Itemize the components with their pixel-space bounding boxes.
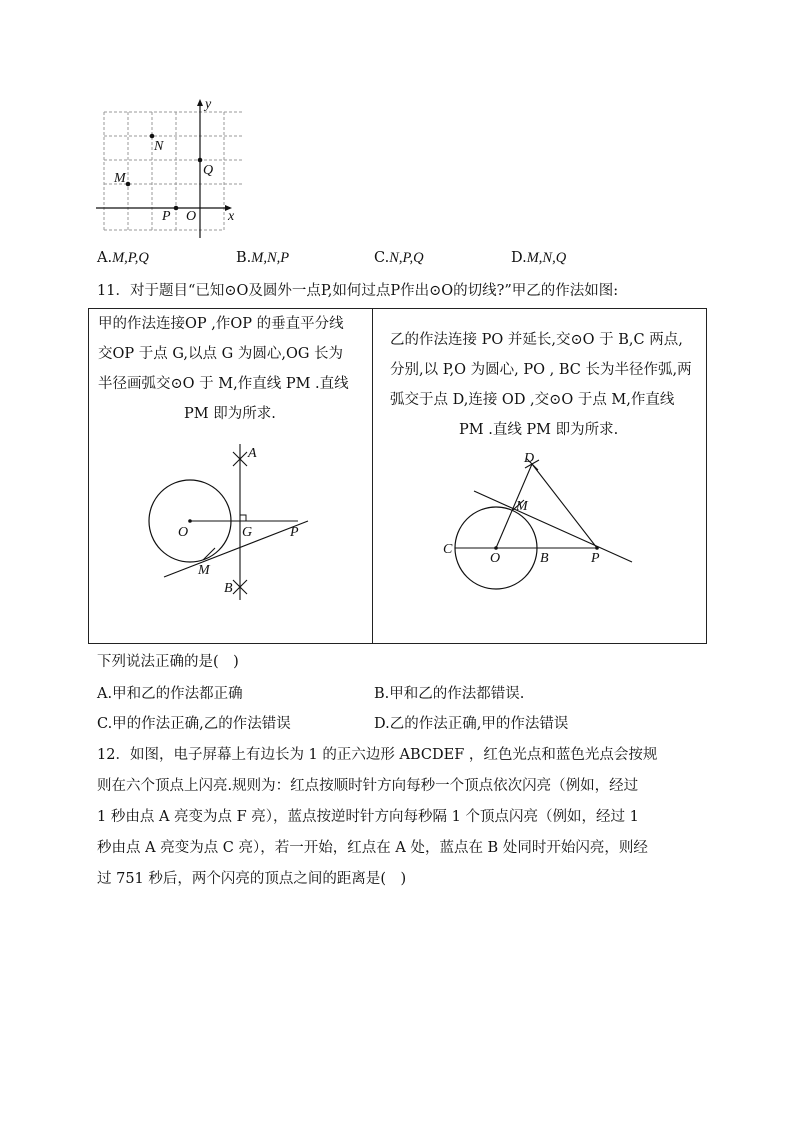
x-axis-label: x xyxy=(228,209,235,224)
jia-line-2: 交OP 于点 G,以点 G 为圆心,OG 长为 xyxy=(98,346,344,362)
option-letter: D. xyxy=(511,250,527,266)
option-text: M,P,Q xyxy=(112,250,149,266)
label-m: M xyxy=(516,499,528,514)
point-p-dot xyxy=(595,546,599,550)
option-text: M,N,Q xyxy=(526,250,567,266)
q10-option-a[interactable] xyxy=(97,250,149,267)
point-q-label: Q xyxy=(203,163,214,178)
yi-construction-figure xyxy=(440,450,640,595)
right-angle-mark xyxy=(240,515,246,521)
label-m: M xyxy=(198,563,210,578)
q11-question: 下列说法正确的是( ) xyxy=(97,654,239,670)
label-b: B xyxy=(540,551,549,566)
q10-option-d[interactable] xyxy=(511,250,566,267)
q12-line-5: 过 751 秒后，两个闪亮的顶点之间的距离是( ) xyxy=(97,871,407,887)
q11-option-a[interactable]: A.甲和乙的作法都正确 xyxy=(97,686,243,702)
segment-dp xyxy=(532,464,597,548)
yi-line-1: 乙的作法连接 PO 并延长,交⊙O 于 B,C 两点, xyxy=(390,332,683,348)
point-n-label: N xyxy=(154,139,164,154)
label-b: B xyxy=(224,581,233,596)
label-o: O xyxy=(490,551,501,566)
q11-stem xyxy=(97,279,618,300)
q10-option-b[interactable] xyxy=(236,250,289,267)
q12-line-2: 则在六个顶点上闪亮.规则为：红点按顺时针方向每秒一个顶点依次闪亮（例如，经过 xyxy=(97,778,639,794)
option-text: N,P,Q xyxy=(389,250,424,266)
option-text: M,N,P xyxy=(251,250,290,266)
jia-line-3: 半径画弧交⊙O 于 M,作直线 PM .直线 xyxy=(98,376,349,392)
label-c: C xyxy=(443,542,453,557)
y-axis-label: y xyxy=(205,97,212,112)
point-m-label: M xyxy=(114,171,126,186)
jia-line-1: 甲的作法连接OP ,作OP 的垂直平分线 xyxy=(98,316,344,332)
point-q xyxy=(198,158,203,163)
q11-option-b[interactable]: B.甲和乙的作法都错误. xyxy=(374,686,525,702)
question-text: 对于题目“已知⊙O及圆外一点P,如何过点P作出⊙O的切线?”甲乙的作法如图: xyxy=(129,283,619,299)
jia-construction-figure xyxy=(140,440,340,605)
label-o: O xyxy=(178,525,189,540)
center-o-dot xyxy=(494,546,498,550)
option-letter: B. xyxy=(236,250,252,266)
q11-option-d[interactable]: D.乙的作法正确,甲的作法错误 xyxy=(374,716,569,732)
q12-line-1: 12．如图，电子屏幕上有边长为 1 的正六边形 ABCDEF ，红色光点和蓝色光点会按规 xyxy=(97,747,658,763)
label-p: P xyxy=(591,551,600,566)
yi-line-3: 弧交于点 D,连接 OD ,交⊙O 于点 M,作直线 xyxy=(390,392,675,408)
point-p-label: P xyxy=(162,209,171,224)
coordinate-grid-figure xyxy=(92,96,242,244)
question-number: 11． xyxy=(97,283,130,299)
point-n xyxy=(150,134,155,139)
q10-option-c[interactable] xyxy=(374,250,424,267)
point-m xyxy=(126,182,131,187)
yi-line-2: 分别,以 P,O 为圆心, PO , BC 长为半径作弧,两 xyxy=(390,362,692,378)
center-o-dot xyxy=(188,519,192,523)
option-letter: C. xyxy=(374,250,390,266)
label-a: A xyxy=(248,446,257,461)
option-letter: A. xyxy=(97,250,113,266)
q12-line-4: 秒由点 A 亮变为点 C 亮），若一开始，红点在 A 处，蓝点在 B 处同时开始闪亮，则经 xyxy=(97,840,648,856)
label-g: G xyxy=(242,525,253,540)
jia-line-4: PM 即为所求. xyxy=(184,406,276,422)
label-p: P xyxy=(290,525,299,540)
q11-option-c[interactable]: C.甲的作法正确,乙的作法错误 xyxy=(97,716,291,732)
q12-line-3: 1 秒由点 A 亮变为点 F 亮），蓝点按逆时针方向每秒隔 1 个顶点闪亮（例如，经过 1 xyxy=(97,809,639,825)
y-axis-arrow xyxy=(197,99,203,106)
point-p xyxy=(174,206,179,211)
origin-label: O xyxy=(186,209,197,224)
yi-line-4: PM .直线 PM 即为所求. xyxy=(459,422,619,438)
label-d: D xyxy=(524,451,535,466)
